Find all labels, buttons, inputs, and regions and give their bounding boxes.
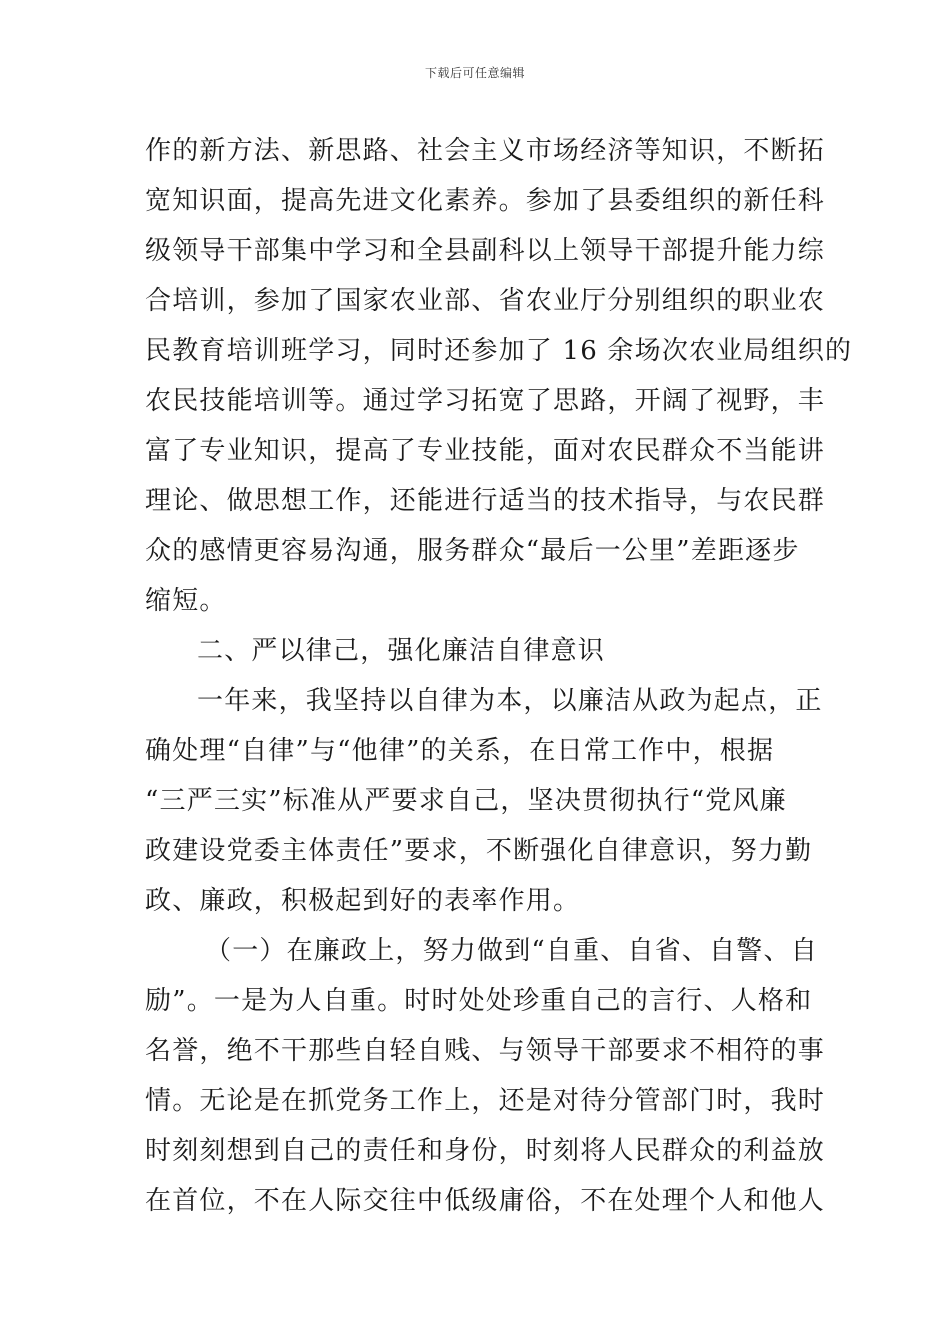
- text-line: 政、廉政，积极起到好的表率作用。: [145, 886, 581, 916]
- text-line: 众的感情更容易沟通，服务群众“最后一公里”差距逐步: [145, 536, 800, 566]
- text-line: 励”。一是为人自重。时时处处珍重自己的言行、人格和: [145, 986, 813, 1016]
- text-line: 合培训，参加了国家农业部、省农业厅分别组织的职业农: [145, 286, 826, 316]
- text-line: 农民技能培训等。通过学习拓宽了思路，开阔了视野，丰: [145, 386, 826, 416]
- text-line: 作的新方法、新思路、社会主义市场经济等知识，不断拓: [145, 136, 826, 166]
- text-line: 名誉，绝不干那些自轻自贱、与领导干部要求不相符的事: [145, 1036, 826, 1066]
- paragraph-first-line: 一年来，我坚持以自律为本，以廉洁从政为起点，正: [197, 686, 823, 716]
- text-line: 情。无论是在抓党务工作上，还是对待分管部门时，我时: [145, 1086, 826, 1116]
- subsection-first-line: （一）在廉政上，努力做到“自重、自省、自警、自: [205, 936, 818, 966]
- text-line: 政建设党委主体责任”要求，不断强化自律意识，努力勤: [145, 836, 813, 866]
- section-heading: 二、严以律己，强化廉洁自律意识: [197, 636, 606, 666]
- text-line: 在首位，不在人际交往中低级庸俗，不在处理个人和他人: [145, 1186, 826, 1216]
- body-text: [145, 126, 853, 1226]
- page-header: 下载后可任意编辑: [424, 66, 525, 80]
- text-line: 宽知识面，提高先进文化素养。参加了县委组织的新任科: [145, 186, 826, 216]
- text-line: 缩短。: [145, 586, 227, 616]
- text-line: 确处理“自律”与“他律”的关系，在日常工作中，根据: [145, 736, 775, 766]
- text-line: 时刻刻想到自己的责任和身份，时刻将人民群众的利益放: [145, 1136, 826, 1166]
- text-line: 富了专业知识，提高了专业技能，面对农民群众不当能讲: [145, 436, 826, 466]
- text-line: 理论、做思想工作，还能进行适当的技术指导，与农民群: [145, 486, 826, 516]
- text-line: 民教育培训班学习，同时还参加了 16 余场次农业局组织的: [145, 336, 853, 366]
- text-line: 级领导干部集中学习和全县副科以上领导干部提升能力综: [145, 236, 826, 266]
- text-line: “三严三实”标准从严要求自己，坚决贯彻执行“党风廉: [145, 786, 787, 816]
